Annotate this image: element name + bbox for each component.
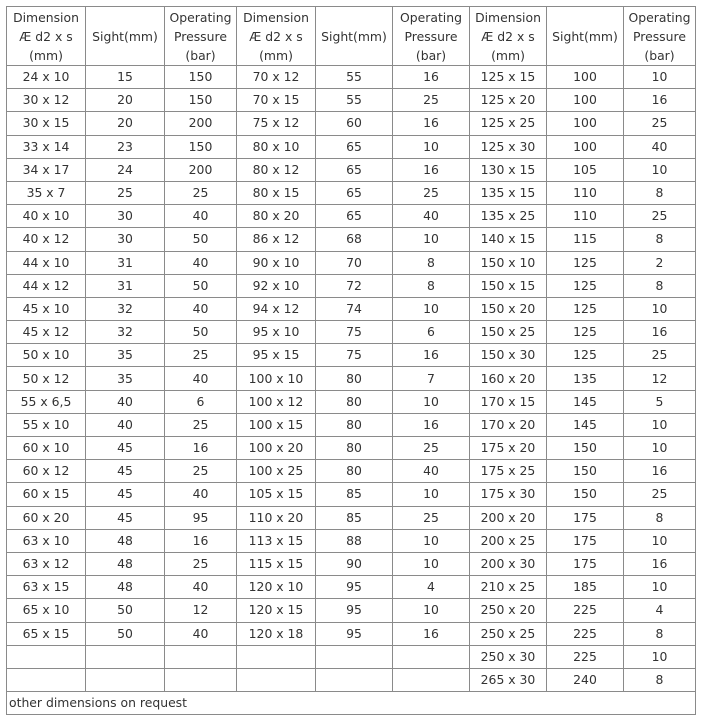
pressure-cell: 4 <box>624 599 696 622</box>
sight-cell: 30 <box>86 228 165 251</box>
dimension-cell: 70 x 15 <box>237 89 316 112</box>
pressure-cell: 40 <box>165 367 237 390</box>
pressure-cell: 25 <box>165 413 237 436</box>
table-row <box>7 112 696 135</box>
pressure-cell: 25 <box>393 437 470 460</box>
sight-cell: 80 <box>316 460 393 483</box>
sight-cell: 65 <box>316 158 393 181</box>
sight-cell: 100 <box>547 112 624 135</box>
pressure-cell: 10 <box>624 66 696 89</box>
pressure-cell: 40 <box>165 205 237 228</box>
pressure-cell: 8 <box>624 668 696 691</box>
pressure-cell <box>393 645 470 668</box>
dimension-cell: 160 x 20 <box>470 367 547 390</box>
pressure-cell: 16 <box>393 344 470 367</box>
pressure-cell: 25 <box>165 552 237 575</box>
pressure-cell: 40 <box>165 297 237 320</box>
table-row <box>7 529 696 552</box>
pressure-cell: 200 <box>165 158 237 181</box>
header-pressure: Operating Pressure (bar) <box>165 7 237 66</box>
dimension-cell: 130 x 15 <box>470 158 547 181</box>
pressure-cell: 25 <box>393 506 470 529</box>
table-row <box>7 181 696 204</box>
dimension-cell: 135 x 15 <box>470 181 547 204</box>
pressure-cell: 50 <box>165 321 237 344</box>
pressure-cell: 40 <box>165 251 237 274</box>
pressure-cell: 16 <box>165 529 237 552</box>
pressure-cell: 10 <box>624 158 696 181</box>
sight-cell: 125 <box>547 251 624 274</box>
sight-cell: 32 <box>86 321 165 344</box>
dimension-cell: 100 x 10 <box>237 367 316 390</box>
dimension-cell: 30 x 15 <box>7 112 86 135</box>
sight-cell: 125 <box>547 344 624 367</box>
footer-note: other dimensions on request <box>7 692 696 715</box>
table-row <box>7 390 696 413</box>
dimension-cell: 100 x 12 <box>237 390 316 413</box>
dimension-cell: 120 x 15 <box>237 599 316 622</box>
sight-cell: 145 <box>547 390 624 413</box>
pressure-cell: 8 <box>624 181 696 204</box>
pressure-cell: 25 <box>393 89 470 112</box>
dimension-cell: 44 x 12 <box>7 274 86 297</box>
sight-cell: 48 <box>86 576 165 599</box>
sight-cell: 24 <box>86 158 165 181</box>
dimension-cell: 150 x 30 <box>470 344 547 367</box>
table-row <box>7 506 696 529</box>
table-row <box>7 460 696 483</box>
sight-cell: 85 <box>316 483 393 506</box>
header-sight: Sight(mm) <box>316 7 393 66</box>
pressure-cell: 25 <box>165 460 237 483</box>
sight-cell: 60 <box>316 112 393 135</box>
pressure-cell: 10 <box>393 529 470 552</box>
header-sight: Sight(mm) <box>547 7 624 66</box>
table-row <box>7 367 696 390</box>
pressure-cell: 40 <box>393 205 470 228</box>
pressure-cell: 12 <box>624 367 696 390</box>
pressure-cell: 16 <box>165 437 237 460</box>
sight-cell: 55 <box>316 66 393 89</box>
pressure-cell: 10 <box>393 135 470 158</box>
table-row <box>7 66 696 89</box>
sight-cell: 175 <box>547 552 624 575</box>
sight-cell: 150 <box>547 437 624 460</box>
sight-cell: 48 <box>86 552 165 575</box>
pressure-cell: 40 <box>165 576 237 599</box>
sight-cell: 50 <box>86 622 165 645</box>
sight-cell: 70 <box>316 251 393 274</box>
sight-cell: 45 <box>86 506 165 529</box>
table-row <box>7 297 696 320</box>
sight-cell <box>86 645 165 668</box>
dimension-cell: 150 x 15 <box>470 274 547 297</box>
sight-cell: 100 <box>547 66 624 89</box>
sight-cell: 115 <box>547 228 624 251</box>
sight-cell: 80 <box>316 367 393 390</box>
dimension-cell: 105 x 15 <box>237 483 316 506</box>
pressure-cell: 5 <box>624 390 696 413</box>
dimension-cell: 200 x 30 <box>470 552 547 575</box>
sight-cell: 150 <box>547 460 624 483</box>
sight-cell: 45 <box>86 437 165 460</box>
sight-cell: 95 <box>316 599 393 622</box>
sight-cell: 35 <box>86 344 165 367</box>
pressure-cell: 10 <box>393 483 470 506</box>
pressure-cell: 10 <box>393 390 470 413</box>
sight-cell: 20 <box>86 112 165 135</box>
dimension-cell: 125 x 20 <box>470 89 547 112</box>
pressure-cell <box>165 645 237 668</box>
sight-cell <box>316 645 393 668</box>
pressure-cell: 12 <box>165 599 237 622</box>
table-row <box>7 622 696 645</box>
sight-cell: 80 <box>316 437 393 460</box>
sight-cell: 150 <box>547 483 624 506</box>
table-row <box>7 483 696 506</box>
dimension-cell: 140 x 15 <box>470 228 547 251</box>
header-dimension: Dimension Æ d2 x s (mm) <box>237 7 316 66</box>
dimension-cell: 95 x 15 <box>237 344 316 367</box>
dimension-cell: 63 x 15 <box>7 576 86 599</box>
dimension-cell: 92 x 10 <box>237 274 316 297</box>
table-row <box>7 321 696 344</box>
sight-cell <box>316 668 393 691</box>
dimension-cell: 110 x 20 <box>237 506 316 529</box>
table-row <box>7 344 696 367</box>
dimension-cell: 60 x 10 <box>7 437 86 460</box>
pressure-cell: 40 <box>624 135 696 158</box>
pressure-cell: 10 <box>624 413 696 436</box>
dimension-cell: 50 x 10 <box>7 344 86 367</box>
pressure-cell: 10 <box>393 297 470 320</box>
sight-cell: 55 <box>316 89 393 112</box>
header-dimension: Dimension Æ d2 x s (mm) <box>7 7 86 66</box>
pressure-cell: 50 <box>165 274 237 297</box>
dimension-cell: 34 x 17 <box>7 158 86 181</box>
dimension-cell: 175 x 25 <box>470 460 547 483</box>
pressure-cell: 16 <box>393 413 470 436</box>
dimension-cell: 86 x 12 <box>237 228 316 251</box>
sight-cell: 125 <box>547 321 624 344</box>
sight-cell: 185 <box>547 576 624 599</box>
dimension-table <box>6 6 696 715</box>
pressure-cell: 10 <box>624 529 696 552</box>
dimension-cell: 250 x 25 <box>470 622 547 645</box>
sight-cell: 48 <box>86 529 165 552</box>
dimension-cell: 65 x 15 <box>7 622 86 645</box>
pressure-cell: 16 <box>624 552 696 575</box>
sight-cell: 65 <box>316 205 393 228</box>
dimension-cell <box>7 668 86 691</box>
pressure-cell: 16 <box>393 158 470 181</box>
pressure-cell: 8 <box>393 251 470 274</box>
dimension-cell: 45 x 10 <box>7 297 86 320</box>
sight-cell <box>86 668 165 691</box>
pressure-cell: 4 <box>393 576 470 599</box>
sight-cell: 32 <box>86 297 165 320</box>
pressure-cell: 16 <box>393 112 470 135</box>
sight-cell: 85 <box>316 506 393 529</box>
dimension-cell: 265 x 30 <box>470 668 547 691</box>
dimension-cell: 63 x 10 <box>7 529 86 552</box>
table-row <box>7 158 696 181</box>
dimension-cell: 55 x 10 <box>7 413 86 436</box>
sight-cell: 20 <box>86 89 165 112</box>
sight-cell: 45 <box>86 460 165 483</box>
dimension-cell <box>7 645 86 668</box>
sight-cell: 90 <box>316 552 393 575</box>
dimension-cell: 170 x 15 <box>470 390 547 413</box>
dimension-cell: 65 x 10 <box>7 599 86 622</box>
table-row <box>7 274 696 297</box>
sight-cell: 100 <box>547 89 624 112</box>
pressure-cell: 8 <box>624 274 696 297</box>
sight-cell: 80 <box>316 413 393 436</box>
sight-cell: 88 <box>316 529 393 552</box>
header-pressure: Operating Pressure (bar) <box>624 7 696 66</box>
dimension-cell: 115 x 15 <box>237 552 316 575</box>
sight-cell: 225 <box>547 599 624 622</box>
sight-cell: 175 <box>547 529 624 552</box>
dimension-cell: 250 x 20 <box>470 599 547 622</box>
pressure-cell: 25 <box>624 344 696 367</box>
dimension-cell: 120 x 10 <box>237 576 316 599</box>
spec-table-container <box>6 6 696 715</box>
sight-cell: 105 <box>547 158 624 181</box>
sight-cell: 72 <box>316 274 393 297</box>
dimension-cell: 135 x 25 <box>470 205 547 228</box>
header-dimension: Dimension Æ d2 x s (mm) <box>470 7 547 66</box>
pressure-cell: 16 <box>393 622 470 645</box>
table-row <box>7 437 696 460</box>
sight-cell: 110 <box>547 205 624 228</box>
sight-cell: 31 <box>86 274 165 297</box>
dimension-cell: 44 x 10 <box>7 251 86 274</box>
dimension-cell: 30 x 12 <box>7 89 86 112</box>
dimension-cell: 100 x 20 <box>237 437 316 460</box>
pressure-cell: 10 <box>624 576 696 599</box>
pressure-cell: 25 <box>165 181 237 204</box>
sight-cell: 125 <box>547 297 624 320</box>
sight-cell: 75 <box>316 321 393 344</box>
sight-cell: 225 <box>547 622 624 645</box>
pressure-cell: 40 <box>393 460 470 483</box>
footer-row <box>7 692 696 715</box>
dimension-cell: 75 x 12 <box>237 112 316 135</box>
sight-cell: 45 <box>86 483 165 506</box>
dimension-cell: 200 x 20 <box>470 506 547 529</box>
table-row <box>7 599 696 622</box>
sight-cell: 74 <box>316 297 393 320</box>
table-row <box>7 251 696 274</box>
table-row <box>7 413 696 436</box>
sight-cell: 31 <box>86 251 165 274</box>
pressure-cell: 40 <box>165 622 237 645</box>
dimension-cell: 150 x 25 <box>470 321 547 344</box>
sight-cell: 95 <box>316 576 393 599</box>
pressure-cell: 8 <box>624 506 696 529</box>
dimension-cell: 63 x 12 <box>7 552 86 575</box>
pressure-cell: 8 <box>393 274 470 297</box>
sight-cell: 68 <box>316 228 393 251</box>
sight-cell: 50 <box>86 599 165 622</box>
sight-cell: 23 <box>86 135 165 158</box>
sight-cell: 225 <box>547 645 624 668</box>
pressure-cell: 95 <box>165 506 237 529</box>
sight-cell: 35 <box>86 367 165 390</box>
table-row <box>7 552 696 575</box>
pressure-cell: 10 <box>624 297 696 320</box>
pressure-cell: 150 <box>165 89 237 112</box>
dimension-cell: 60 x 12 <box>7 460 86 483</box>
sight-cell: 75 <box>316 344 393 367</box>
table-row <box>7 205 696 228</box>
dimension-cell: 40 x 12 <box>7 228 86 251</box>
pressure-cell: 16 <box>624 460 696 483</box>
pressure-cell: 10 <box>393 228 470 251</box>
dimension-cell: 70 x 12 <box>237 66 316 89</box>
dimension-cell: 210 x 25 <box>470 576 547 599</box>
sight-cell: 145 <box>547 413 624 436</box>
pressure-cell: 25 <box>624 112 696 135</box>
pressure-cell: 25 <box>165 344 237 367</box>
dimension-cell: 90 x 10 <box>237 251 316 274</box>
sight-cell: 65 <box>316 135 393 158</box>
dimension-cell <box>237 668 316 691</box>
pressure-cell: 16 <box>624 89 696 112</box>
dimension-cell: 100 x 15 <box>237 413 316 436</box>
dimension-cell: 24 x 10 <box>7 66 86 89</box>
pressure-cell: 200 <box>165 112 237 135</box>
sight-cell: 65 <box>316 181 393 204</box>
dimension-cell: 170 x 20 <box>470 413 547 436</box>
table-row <box>7 228 696 251</box>
sight-cell: 175 <box>547 506 624 529</box>
pressure-cell: 150 <box>165 66 237 89</box>
pressure-cell: 150 <box>165 135 237 158</box>
dimension-cell: 80 x 20 <box>237 205 316 228</box>
pressure-cell: 10 <box>393 552 470 575</box>
dimension-cell <box>237 645 316 668</box>
pressure-cell: 25 <box>393 181 470 204</box>
dimension-cell: 100 x 25 <box>237 460 316 483</box>
dimension-cell: 200 x 25 <box>470 529 547 552</box>
sight-cell: 80 <box>316 390 393 413</box>
dimension-cell: 45 x 12 <box>7 321 86 344</box>
table-row <box>7 576 696 599</box>
pressure-cell <box>393 668 470 691</box>
dimension-cell: 125 x 25 <box>470 112 547 135</box>
pressure-cell: 7 <box>393 367 470 390</box>
dimension-cell: 95 x 10 <box>237 321 316 344</box>
dimension-cell: 150 x 10 <box>470 251 547 274</box>
pressure-cell: 8 <box>624 622 696 645</box>
sight-cell: 30 <box>86 205 165 228</box>
sight-cell: 110 <box>547 181 624 204</box>
table-row <box>7 135 696 158</box>
table-row <box>7 89 696 112</box>
header-pressure: Operating Pressure (bar) <box>393 7 470 66</box>
pressure-cell: 10 <box>393 599 470 622</box>
sight-cell: 40 <box>86 413 165 436</box>
dimension-cell: 120 x 18 <box>237 622 316 645</box>
dimension-cell: 35 x 7 <box>7 181 86 204</box>
pressure-cell: 40 <box>165 483 237 506</box>
dimension-cell: 125 x 15 <box>470 66 547 89</box>
dimension-cell: 175 x 30 <box>470 483 547 506</box>
sight-cell: 240 <box>547 668 624 691</box>
pressure-cell: 16 <box>393 66 470 89</box>
table-row <box>7 668 696 691</box>
pressure-cell: 25 <box>624 483 696 506</box>
dimension-cell: 175 x 20 <box>470 437 547 460</box>
dimension-cell: 94 x 12 <box>237 297 316 320</box>
sight-cell: 25 <box>86 181 165 204</box>
dimension-cell: 150 x 20 <box>470 297 547 320</box>
pressure-cell: 10 <box>624 645 696 668</box>
sight-cell: 100 <box>547 135 624 158</box>
dimension-cell: 80 x 12 <box>237 158 316 181</box>
dimension-cell: 50 x 12 <box>7 367 86 390</box>
pressure-cell: 25 <box>624 205 696 228</box>
table-body <box>7 66 696 692</box>
pressure-cell: 6 <box>393 321 470 344</box>
dimension-cell: 125 x 30 <box>470 135 547 158</box>
header-row <box>7 7 696 66</box>
pressure-cell <box>165 668 237 691</box>
dimension-cell: 60 x 15 <box>7 483 86 506</box>
sight-cell: 135 <box>547 367 624 390</box>
pressure-cell: 2 <box>624 251 696 274</box>
dimension-cell: 60 x 20 <box>7 506 86 529</box>
pressure-cell: 50 <box>165 228 237 251</box>
sight-cell: 95 <box>316 622 393 645</box>
pressure-cell: 6 <box>165 390 237 413</box>
dimension-cell: 40 x 10 <box>7 205 86 228</box>
header-sight: Sight(mm) <box>86 7 165 66</box>
dimension-cell: 113 x 15 <box>237 529 316 552</box>
sight-cell: 40 <box>86 390 165 413</box>
dimension-cell: 33 x 14 <box>7 135 86 158</box>
sight-cell: 125 <box>547 274 624 297</box>
pressure-cell: 16 <box>624 321 696 344</box>
dimension-cell: 80 x 10 <box>237 135 316 158</box>
pressure-cell: 8 <box>624 228 696 251</box>
dimension-cell: 80 x 15 <box>237 181 316 204</box>
dimension-cell: 55 x 6,5 <box>7 390 86 413</box>
dimension-cell: 250 x 30 <box>470 645 547 668</box>
sight-cell: 15 <box>86 66 165 89</box>
pressure-cell: 10 <box>624 437 696 460</box>
table-row <box>7 645 696 668</box>
